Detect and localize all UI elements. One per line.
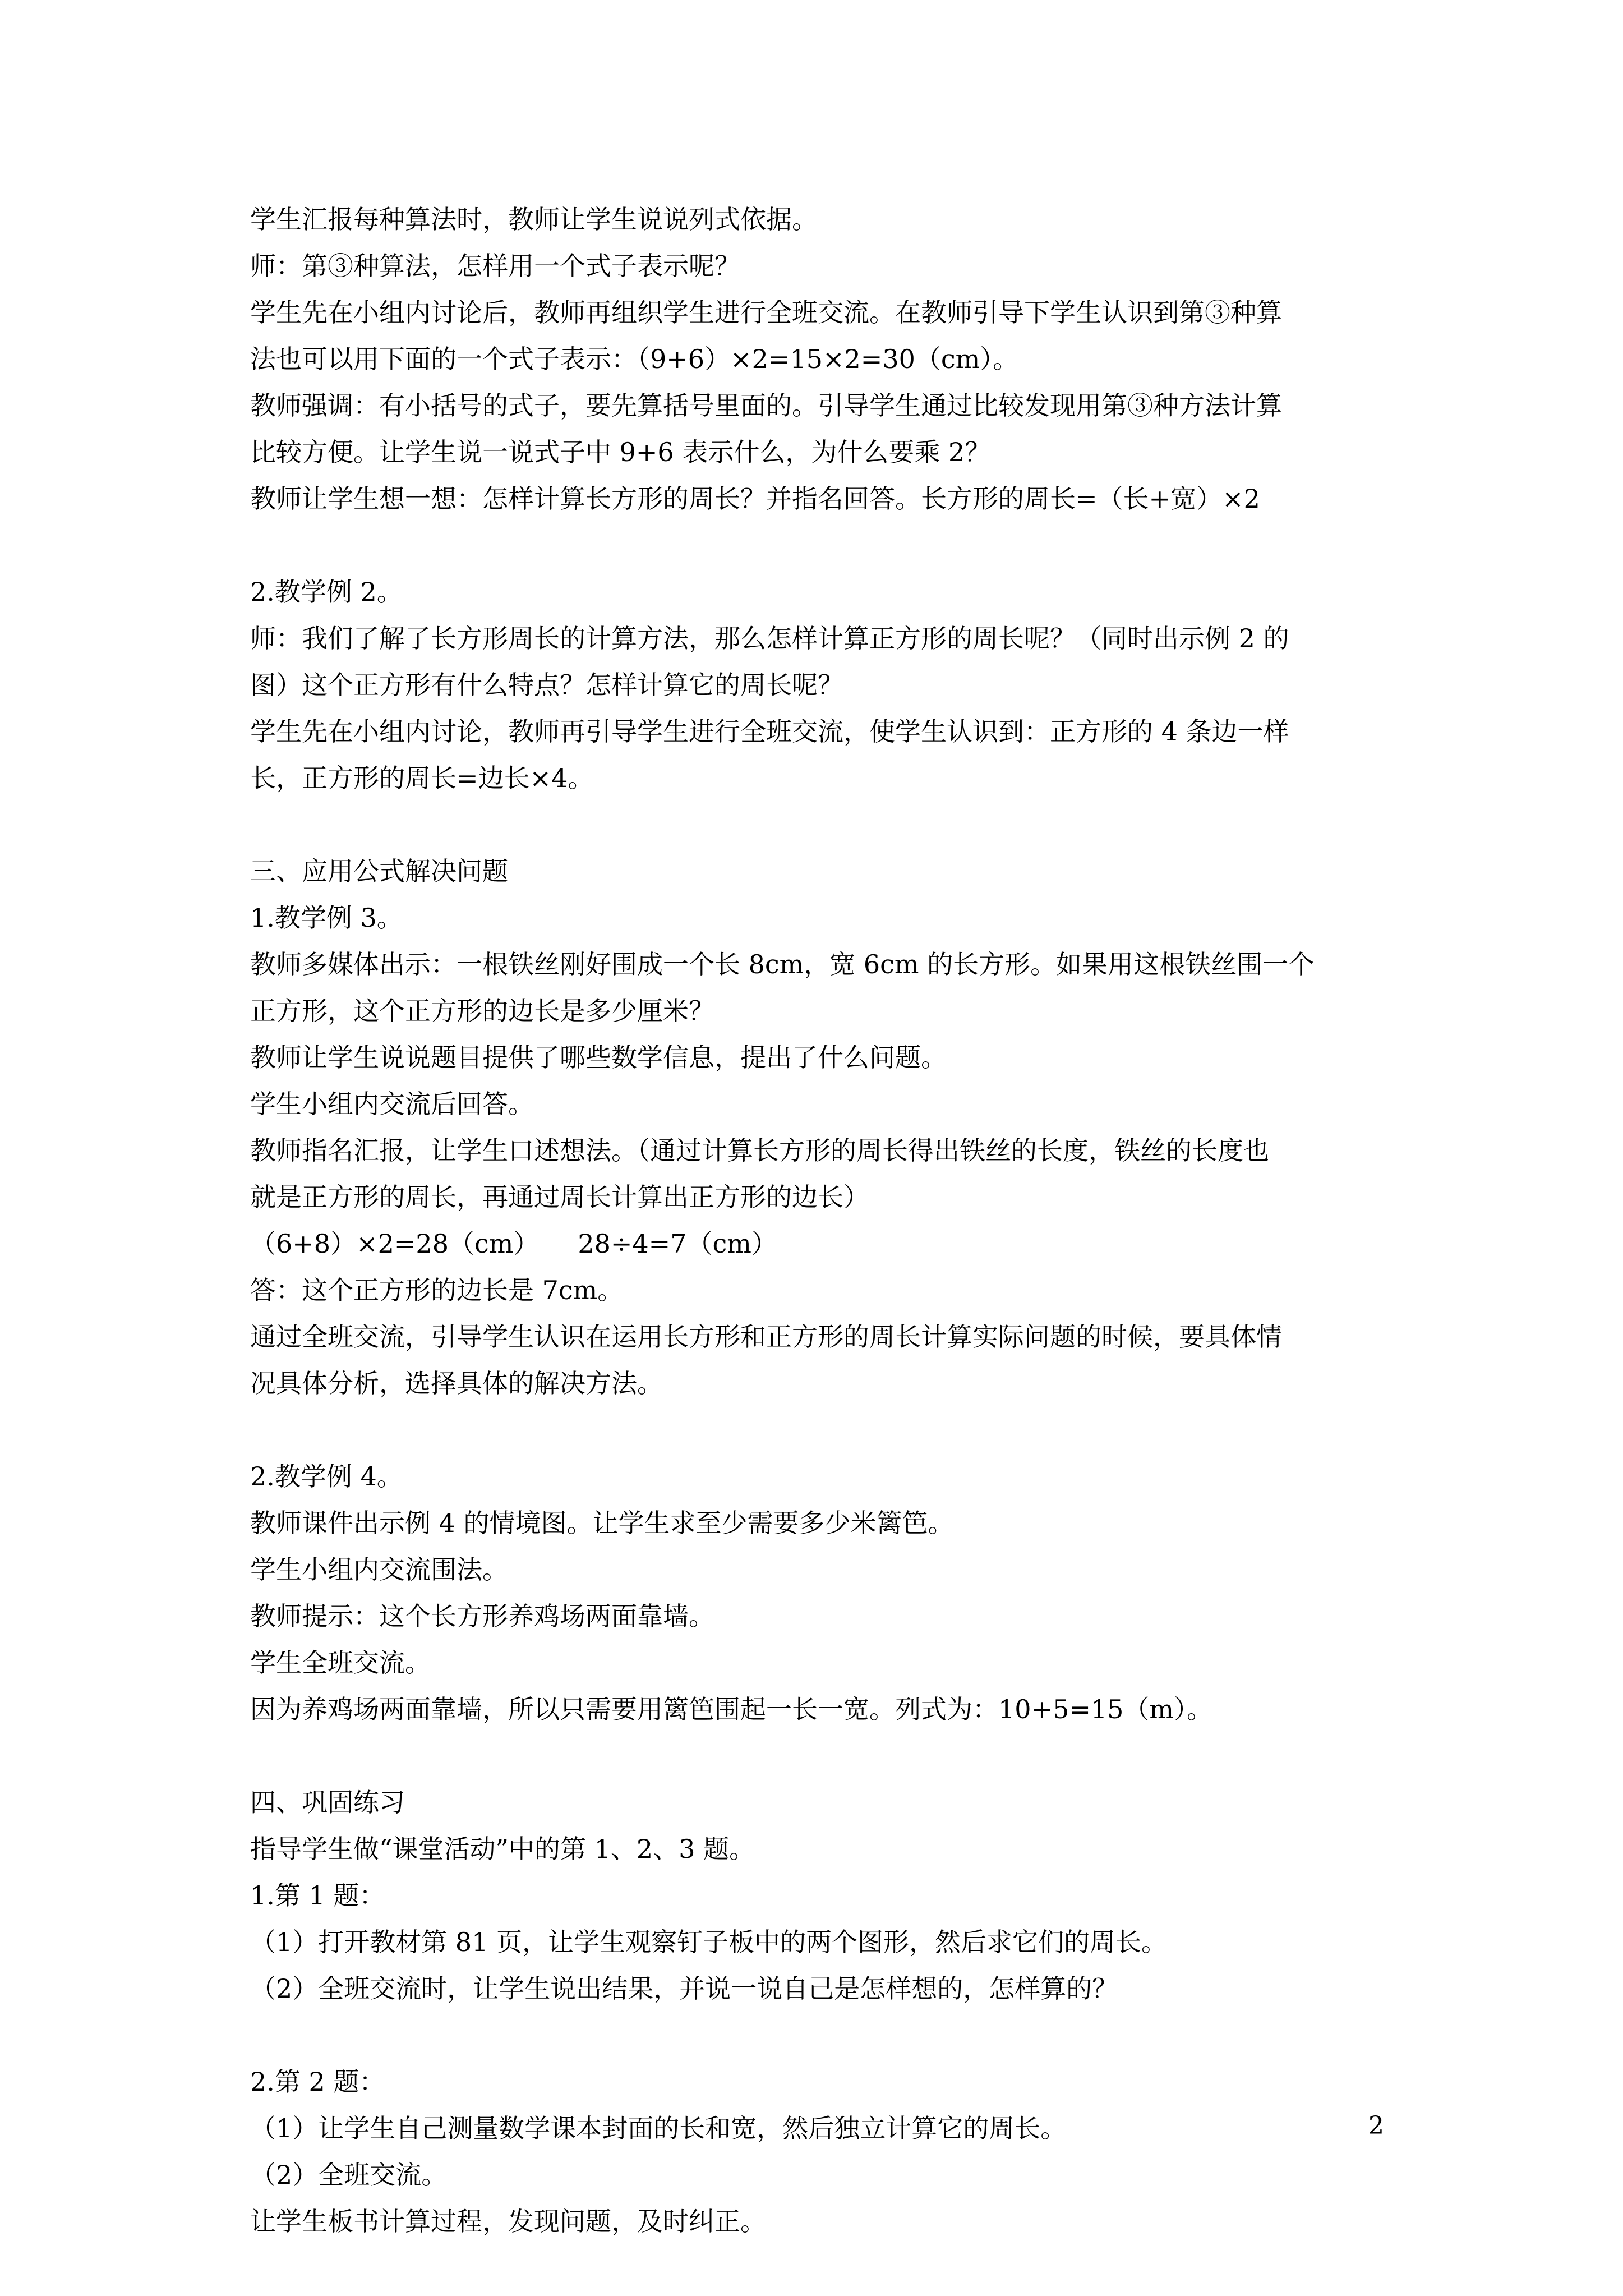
text-line: （1）打开教材第 81 页，让学生观察钉子板中的两个图形，然后求它们的周长。 xyxy=(250,1927,1168,1957)
text-line: 学生汇报每种算法时，教师让学生说说列式依据。 xyxy=(250,204,818,234)
section-heading: 四、巩固练习 xyxy=(250,1787,405,1818)
section-heading: 2.第 2 题： xyxy=(250,2067,385,2097)
text-line: 教师强调：有小括号的式子，要先算括号里面的。引导学生通过比较发现用第③种方法计算 xyxy=(250,390,1282,421)
blank-line xyxy=(250,2012,1389,2059)
text-line: 长，正方形的周长=边长×4。 xyxy=(250,763,594,793)
text-line: 比较方便。让学生说一说式子中 9+6 表示什么，为什么要乘 2？ xyxy=(250,437,991,467)
blank-line xyxy=(250,802,1389,848)
text-line: （1）让学生自己测量数学课本封面的长和宽，然后独立计算它的周长。 xyxy=(250,2113,1067,2143)
text-line: 正方形，这个正方形的边长是多少厘米？ xyxy=(250,996,714,1026)
blank-line xyxy=(250,1407,1389,1453)
text-line: （2）全班交流。 xyxy=(250,2160,448,2190)
text-line: 教师指名汇报，让学生口述想法。（通过计算长方形的周长得出铁丝的长度，铁丝的长度也 xyxy=(250,1135,1269,1166)
text-line: 答：这个正方形的边长是 7cm。 xyxy=(250,1275,624,1305)
section-heading: 1.第 1 题： xyxy=(250,1880,385,1911)
text-line: 师：第③种算法，怎样用一个式子表示呢？ xyxy=(250,251,740,281)
text-line: （2）全班交流时，让学生说出结果，并说一说自己是怎样想的，怎样算的？ xyxy=(250,1973,1118,2004)
text-line: 教师提示：这个长方形养鸡场两面靠墙。 xyxy=(250,1601,714,1631)
text-line: 教师让学生想一想：怎样计算长方形的周长？并指名回答。长方形的周长=（长+宽）×2 xyxy=(250,484,1260,514)
text-line: 教师多媒体出示：一根铁丝刚好围成一个长 8cm，宽 6cm 的长方形。如果用这根铁丝围一个 xyxy=(250,949,1315,979)
text-line: 通过全班交流，引导学生认识在运用长方形和正方形的周长计算实际问题的时候，要具体情 xyxy=(250,1322,1282,1352)
text-line: 况具体分析，选择具体的解决方法。 xyxy=(250,1368,663,1398)
text-line: 学生小组内交流围法。 xyxy=(250,1554,508,1585)
text-line: 教师让学生说说题目提供了哪些数学信息，提出了什么问题。 xyxy=(250,1042,947,1073)
text-line: 就是正方形的周长，再通过周长计算出正方形的边长） xyxy=(250,1182,869,1212)
text-line: 学生全班交流。 xyxy=(250,1648,431,1678)
document-body xyxy=(250,196,1389,2245)
page-number: 2 xyxy=(1368,2111,1384,2140)
blank-line xyxy=(250,522,1389,569)
blank-line xyxy=(250,1733,1389,1779)
text-line: 学生小组内交流后回答。 xyxy=(250,1089,534,1119)
formula-line: （6+8）×2=28（cm） 28÷4=7（cm） xyxy=(250,1228,777,1259)
text-line: 教师课件出示例 4 的情境图。让学生求至少需要多少米篱笆。 xyxy=(250,1508,954,1538)
text-line: 法也可以用下面的一个式子表示：（9+6）×2=15×2=30（cm）。 xyxy=(250,344,1019,374)
text-line: 让学生板书计算过程，发现问题，及时纠正。 xyxy=(250,2206,766,2237)
text-line: 因为养鸡场两面靠墙，所以只需要用篱笆围起一长一宽。列式为：10+5=15（m）。 xyxy=(250,1694,1213,1724)
section-heading: 1.教学例 3。 xyxy=(250,903,403,933)
text-line: 学生先在小组内讨论后，教师再组织学生进行全班交流。在教师引导下学生认识到第③种算 xyxy=(250,297,1282,328)
text-line: 师：我们了解了长方形周长的计算方法，那么怎样计算正方形的周长呢？（同时出示例 2 的 xyxy=(250,623,1289,654)
section-heading: 三、应用公式解决问题 xyxy=(250,856,508,886)
text-line: 图）这个正方形有什么特点？怎样计算它的周长呢？ xyxy=(250,670,843,700)
section-heading: 2.教学例 4。 xyxy=(250,1461,403,1492)
text-line: 学生先在小组内讨论，教师再引导学生进行全班交流，使学生认识到：正方形的 4 条边一样 xyxy=(250,716,1289,747)
text-line: 指导学生做“课堂活动”中的第 1、2、3 题。 xyxy=(250,1834,755,1864)
section-heading: 2.教学例 2。 xyxy=(250,577,403,607)
